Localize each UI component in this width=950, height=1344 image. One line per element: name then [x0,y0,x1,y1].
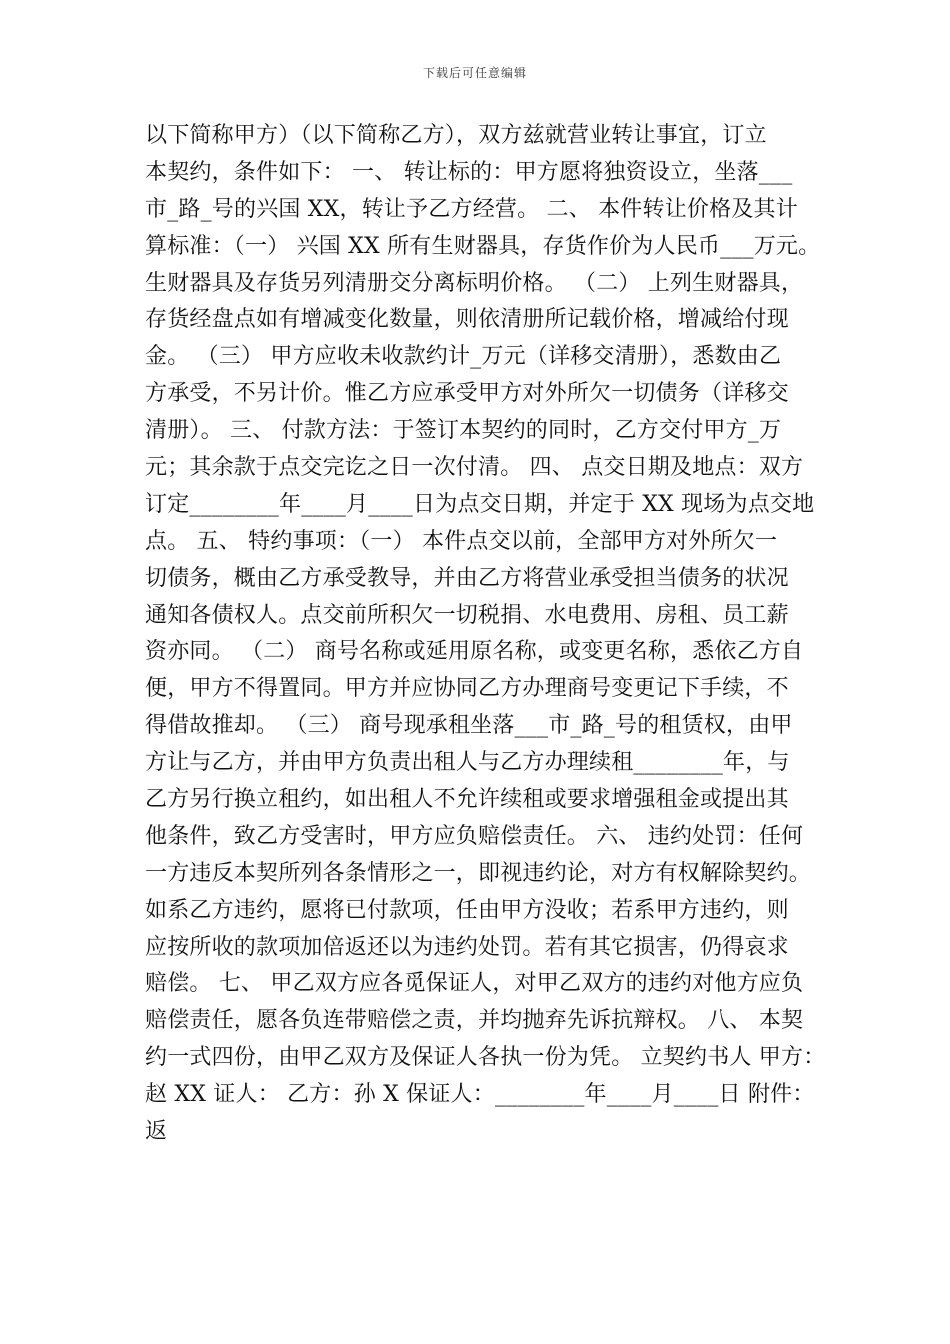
body-line: 得借故推却。 （三） 商号现承租坐落___市_路_号的租赁权，由甲 [145,713,793,739]
body-line: 点。 五、 特约事项：（一） 本件点交以前，全部甲方对外所欠一 [145,528,778,554]
body-line: 切债务，概由乙方承受教导，并由乙方将营业承受担当债务的状况 [145,565,789,591]
body-line: 返 [145,1119,168,1145]
body-line: 一方违反本契所列各条情形之一，即视违约论，对方有权解除契约。 [145,860,812,886]
body-line: 算标准：（一） 兴国 XX 所有生财器具，存货作价为人民币___万元。 [145,233,821,259]
body-line: 元；其余款于点交完讫之日一次付清。 四、 点交日期及地点：双方 [145,455,804,481]
body-line: 便，甲方不得置同。甲方并应协同乙方办理商号变更记下手续，不 [145,676,789,702]
body-line: 应按所收的款项加倍返还以为违约处罚。若有其它损害，仍得哀求 [145,934,789,960]
body-line: 以下简称甲方）（以下简称乙方），双方兹就营业转让事宜，订立 [145,123,767,148]
body-line: 市_路_号的兴国 XX，转让予乙方经营。 二、 本件转让价格及其计 [145,196,798,222]
body-line: 资亦同。 （二） 商号名称或延用原名称，或变更名称，悉依乙方自 [145,639,804,665]
body-line: 订定________年____月____日为点交日期，并定于 XX 现场为点交地 [145,491,815,517]
body-line: 他条件，致乙方受害时，甲方应负赔偿责任。 六、 违约处罚：任何 [145,823,804,849]
body-line: 赵 XX 证人： 乙方：孙 X 保证人：________年____月____日 附件： [145,1082,815,1108]
body-line: 清册）。 三、 付款方法：于签订本契约的同时，乙方交付甲方_万 [145,418,782,444]
body-line: 存货经盘点如有增减变化数量，则依清册所记载价格，增减给付现 [145,307,789,333]
body-line: 生财器具及存货另列清册交分离标明价格。 （二） 上列生财器具， [145,270,804,296]
body-line: 约一式四份，由甲乙双方及保证人各执一份为凭。 立契约书人 甲方： [145,1045,826,1071]
body-line: 方承受，不另计价。惟乙方应承受甲方对外所欠一切债务（详移交 [145,381,789,407]
body-line: 本契约，条件如下： 一、 转让标的：甲方愿将独资设立，坐落___ [145,159,793,185]
body-line: 如系乙方违约，愿将已付款项，任由甲方没收；若系甲方违约，则 [145,897,789,923]
body-line: 金。 （三） 甲方应收未收款约计_万元（详移交清册），悉数由乙 [145,344,782,370]
body-line: 赔偿。 七、 甲乙双方应各觅保证人，对甲乙双方的违约对他方应负 [145,971,804,997]
body-line: 乙方另行换立租约，如出租人不允许续租或要求增强租金或提出其 [145,787,789,813]
body-line: 赔偿责任，愿各负连带赔偿之责，并均抛弃先诉抗辩权。 八、 本契 [145,1008,804,1034]
body-line: 通知各债权人。点交前所积欠一切税捐、水电费用、房租、员工薪 [145,602,789,628]
document-body [145,118,825,1151]
body-line: 方让与乙方，并由甲方负责出租人与乙方办理续租________年，与 [145,750,790,776]
page-header: 下载后可任意编辑 [422,66,527,80]
